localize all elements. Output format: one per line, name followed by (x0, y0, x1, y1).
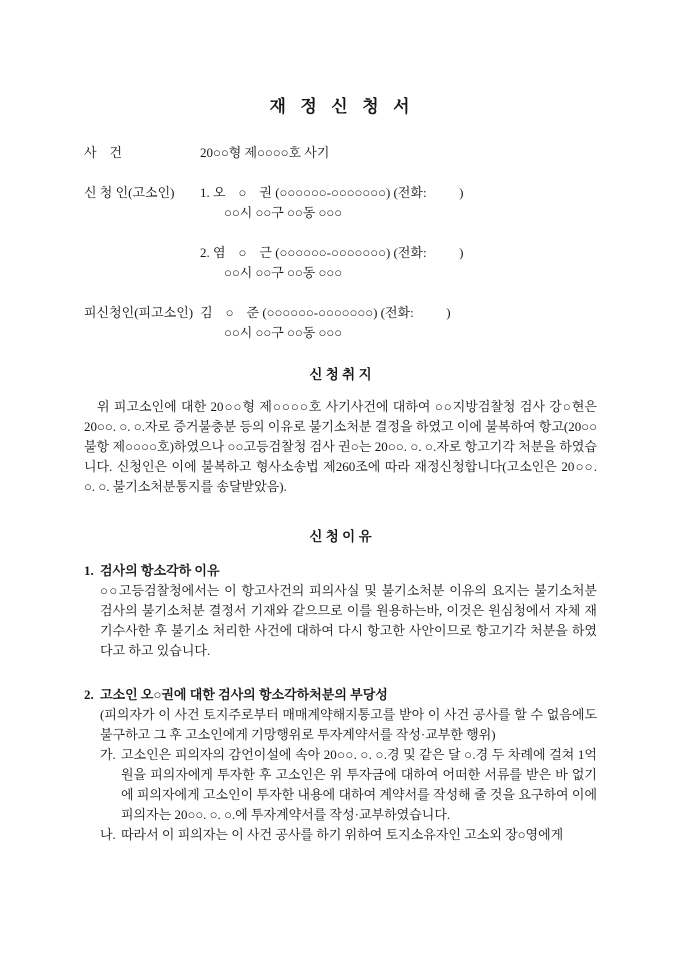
respondent-row (84, 303, 597, 323)
applicant-1-name-line: 1. 오 ○ 권 (○○○○○○-○○○○○○○) (전화: ) (200, 185, 464, 200)
applicant-1-address: ○○시 ○○구 ○○동 ○○○ (224, 205, 343, 220)
reason-2-title: 고소인 오○권에 대한 검사의 항소각하처분의 부당성 (100, 687, 388, 702)
subitem-na-text: 따라서 이 피의자는 이 사건 공사를 하기 위하여 토지소유자인 고소외 장○영에게 (121, 827, 564, 842)
purport-heading: 신 청 취 지 (309, 367, 372, 382)
subitem-ga-text: 고소인은 피의자의 감언이설에 속아 20○○. ○. ○.경 및 같은 달 ○.경 두 차례에 걸쳐 1억원을 피의자에게 투자한 후 고소인은 위 투자금에 대하여 어떠한 서류를 받은 바 없기에 피의자에게 고소인이 투자한 내용에 대하여 계약서를 작성해 줄 것을 요구하여 이에 피의자는 20○○. ○. ○.에 투자계약서를 작성·교부하였습니다. (121, 747, 597, 822)
reason-1-body: ○○고등검찰청에서는 이 항고사건의 피의사실 및 불기소처분 이유의 요지는 불기소처분 검사의 불기소처분 결정서 기재와 같으므로 이를 원용하는바, 이것은 원심청에서 자체 재기수사한 후 불기소 처리한 사건에 대하여 다시 항고한 사안이므로 항고기각 처분을 하였다고 하고 있습니다. (100, 583, 597, 658)
case-value: 20○○형 제○○○○호 사기 (200, 145, 330, 160)
subitem-na-marker: 나. (100, 827, 116, 842)
respondent (200, 303, 597, 323)
purport-body: 위 피고소인에 대한 20○○형 제○○○○호 사기사건에 대하여 ○○지방검찰청 검사 강○현은 20○○. ○. ○.자로 증거불충분 등의 이유로 불기소처분 결정을 하였고 이에 불복하여 항고(20○○불항 제○○○○호)하였으나 ○○고등검찰청 검사 권○는 20○○. ○. ○.자로 항고기각 처분을 하였습니다. 신청인은 이에 불복하고 형사소송법 제260조에 따라 재정신청합니다(고소인은 20○○. ○. ○. 불기소처분통지를 송달받았음). (84, 399, 597, 494)
reason-1-heading (84, 561, 597, 581)
applicant-label: 신 청 인(고소인) (84, 185, 175, 200)
applicant-row-2 (84, 243, 597, 303)
case-label: 사 건 (84, 145, 123, 160)
reason-2-intro: (피의자가 이 사건 토지주로부터 매매계약해지통고를 받아 이 사건 공사를 할 수 없음에도 불구하고 그 후 고소인에게 기망행위로 투자계약서를 작성·교부한 행위) (100, 707, 597, 742)
reason-2-subitem-ga (100, 745, 597, 825)
respondent-label: 피신청인(피고소인) (84, 305, 194, 320)
reason-2-subitem-na (100, 825, 597, 845)
applicant-2-address: ○○시 ○○구 ○○동 ○○○ (224, 265, 343, 280)
respondent-address: ○○시 ○○구 ○○동 ○○○ (224, 325, 343, 340)
applicant-2 (200, 243, 597, 303)
document-title: 재 정 신 청 서 (269, 97, 412, 116)
case-row (84, 143, 597, 163)
applicant-row-1 (84, 183, 597, 243)
reason-2-heading (84, 685, 597, 705)
reason-1-number: 1. (84, 563, 94, 578)
respondent-name-line: 김 ○ 준 (○○○○○○-○○○○○○○) (전화: ) (200, 305, 451, 320)
reasons-heading: 신 청 이 유 (309, 529, 372, 544)
reason-2-number: 2. (84, 687, 94, 702)
reason-1-title: 검사의 항소각하 이유 (100, 563, 220, 578)
subitem-ga-marker: 가. (100, 747, 116, 762)
applicant-1 (200, 183, 597, 243)
applicant-2-name-line: 2. 염 ○ 근 (○○○○○○-○○○○○○○) (전화: ) (200, 245, 464, 260)
